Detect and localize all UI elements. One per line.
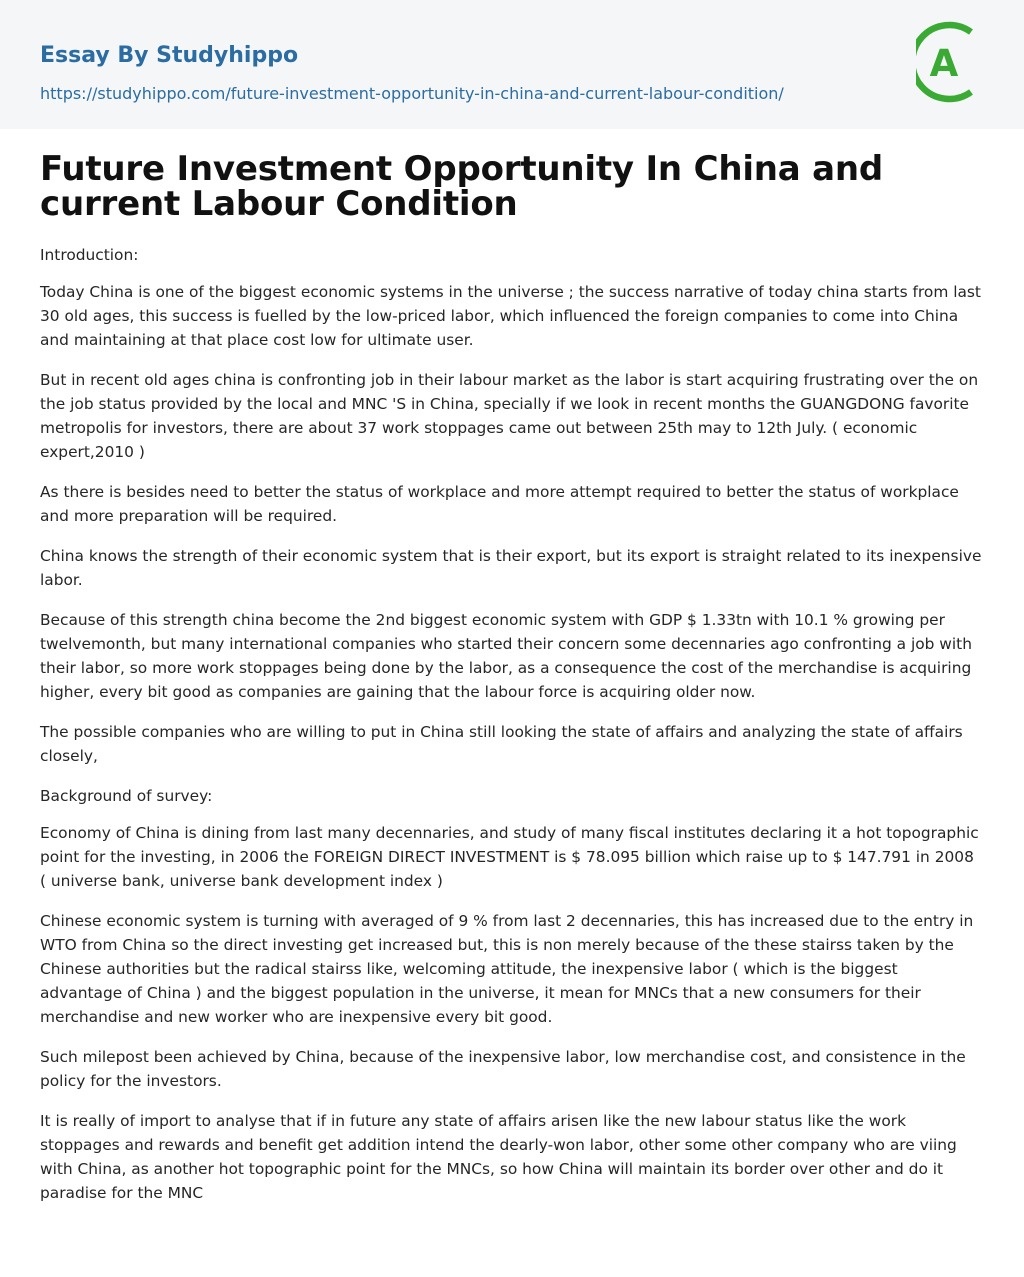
site-header	[0, 0, 1024, 129]
paragraph: As there is besides need to better the status of workplace and more attempt required to better the status of workplace and more preparation will be required.	[40, 483, 959, 525]
studyhippo-logo-icon[interactable]	[916, 18, 986, 106]
paragraph: It is really of import to analyse that if in future any state of affairs arisen like the new labour status like the work stoppages and rewards and benefit get addition intend the dearly-won labor, other some other company who are viing with China, as another hot topographic point for the MNCs, so how China will maintain its border over other and do it paradise for the MNC	[40, 1112, 957, 1202]
paragraph: Chinese economic system is turning with averaged of 9 % from last 2 decennaries, this has increased due to the entry in WTO from China so the direct investing get increased but, this is non merely because of the these stairss taken by the Chinese authorities but the radical stairss like, welcoming attitude, the inexpensive labor ( which is the biggest advantage of China ) and the biggest population in the universe, it mean for MNCs that a new consumers for their merchandise and new worker who are inexpensive every bit good.	[40, 912, 974, 1026]
source-url-link[interactable]: https://studyhippo.com/future-investment-opportunity-in-china-and-current-labour-condition/	[40, 84, 784, 103]
paragraph: The possible companies who are willing to put in China still looking the state of affairs and analyzing the state of affairs closely,	[40, 723, 963, 765]
paragraph: Such milepost been achieved by China, because of the inexpensive labor, low merchandise cost, and consistence in the policy for the investors.	[40, 1048, 966, 1090]
logo-letter: A	[929, 42, 959, 85]
paragraph: Economy of China is dining from last many decennaries, and study of many fiscal institutes declaring it a hot topographic point for the investing, in 2006 the FOREIGN DIRECT INVESTMENT is $ 78.095 billion which raise up to $ 147.791 in 2008 ( universe bank, universe bank development index )	[40, 824, 979, 890]
paragraph: But in recent old ages china is confronting job in their labour market as the labor is start acquiring frustrating over the on the job status provided by the local and MNC 'S in China, specially if we look in recent months the GUANGDONG favorite metropolis for investors, there are about 37 work stoppages came out between 25th may to 12th July. ( economic expert,2010 )	[40, 371, 979, 461]
article-title: Future Investment Opportunity In China and current Labour Condition	[40, 149, 884, 224]
paragraph: Today China is one of the biggest economic systems in the universe ; the success narrative of today china starts from last 30 old ages, this success is fuelled by the low-priced labor, which influenced the foreign companies to come into China and maintaining at that place cost low for ultimate user.	[40, 283, 981, 349]
paragraph: China knows the strength of their economic system that is their export, but its export is straight related to its inexpensive labor.	[40, 547, 982, 589]
article-body	[0, 149, 1024, 1205]
brand-title[interactable]: Essay By Studyhippo	[40, 43, 299, 68]
paragraph: Because of this strength china become the 2nd biggest economic system with GDP $ 1.33tn with 10.1 % growing per twelvemonth, but many international companies who started their concern some decennaries ago confronting a job with their labor, so more work stoppages being done by the labor, as a consequence the cost of the merchandise is acquiring higher, every bit good as companies are gaining that the labour force is acquiring older now.	[40, 611, 972, 701]
intro-label: Introduction:	[40, 246, 139, 264]
background-label: Background of survey:	[40, 787, 213, 805]
